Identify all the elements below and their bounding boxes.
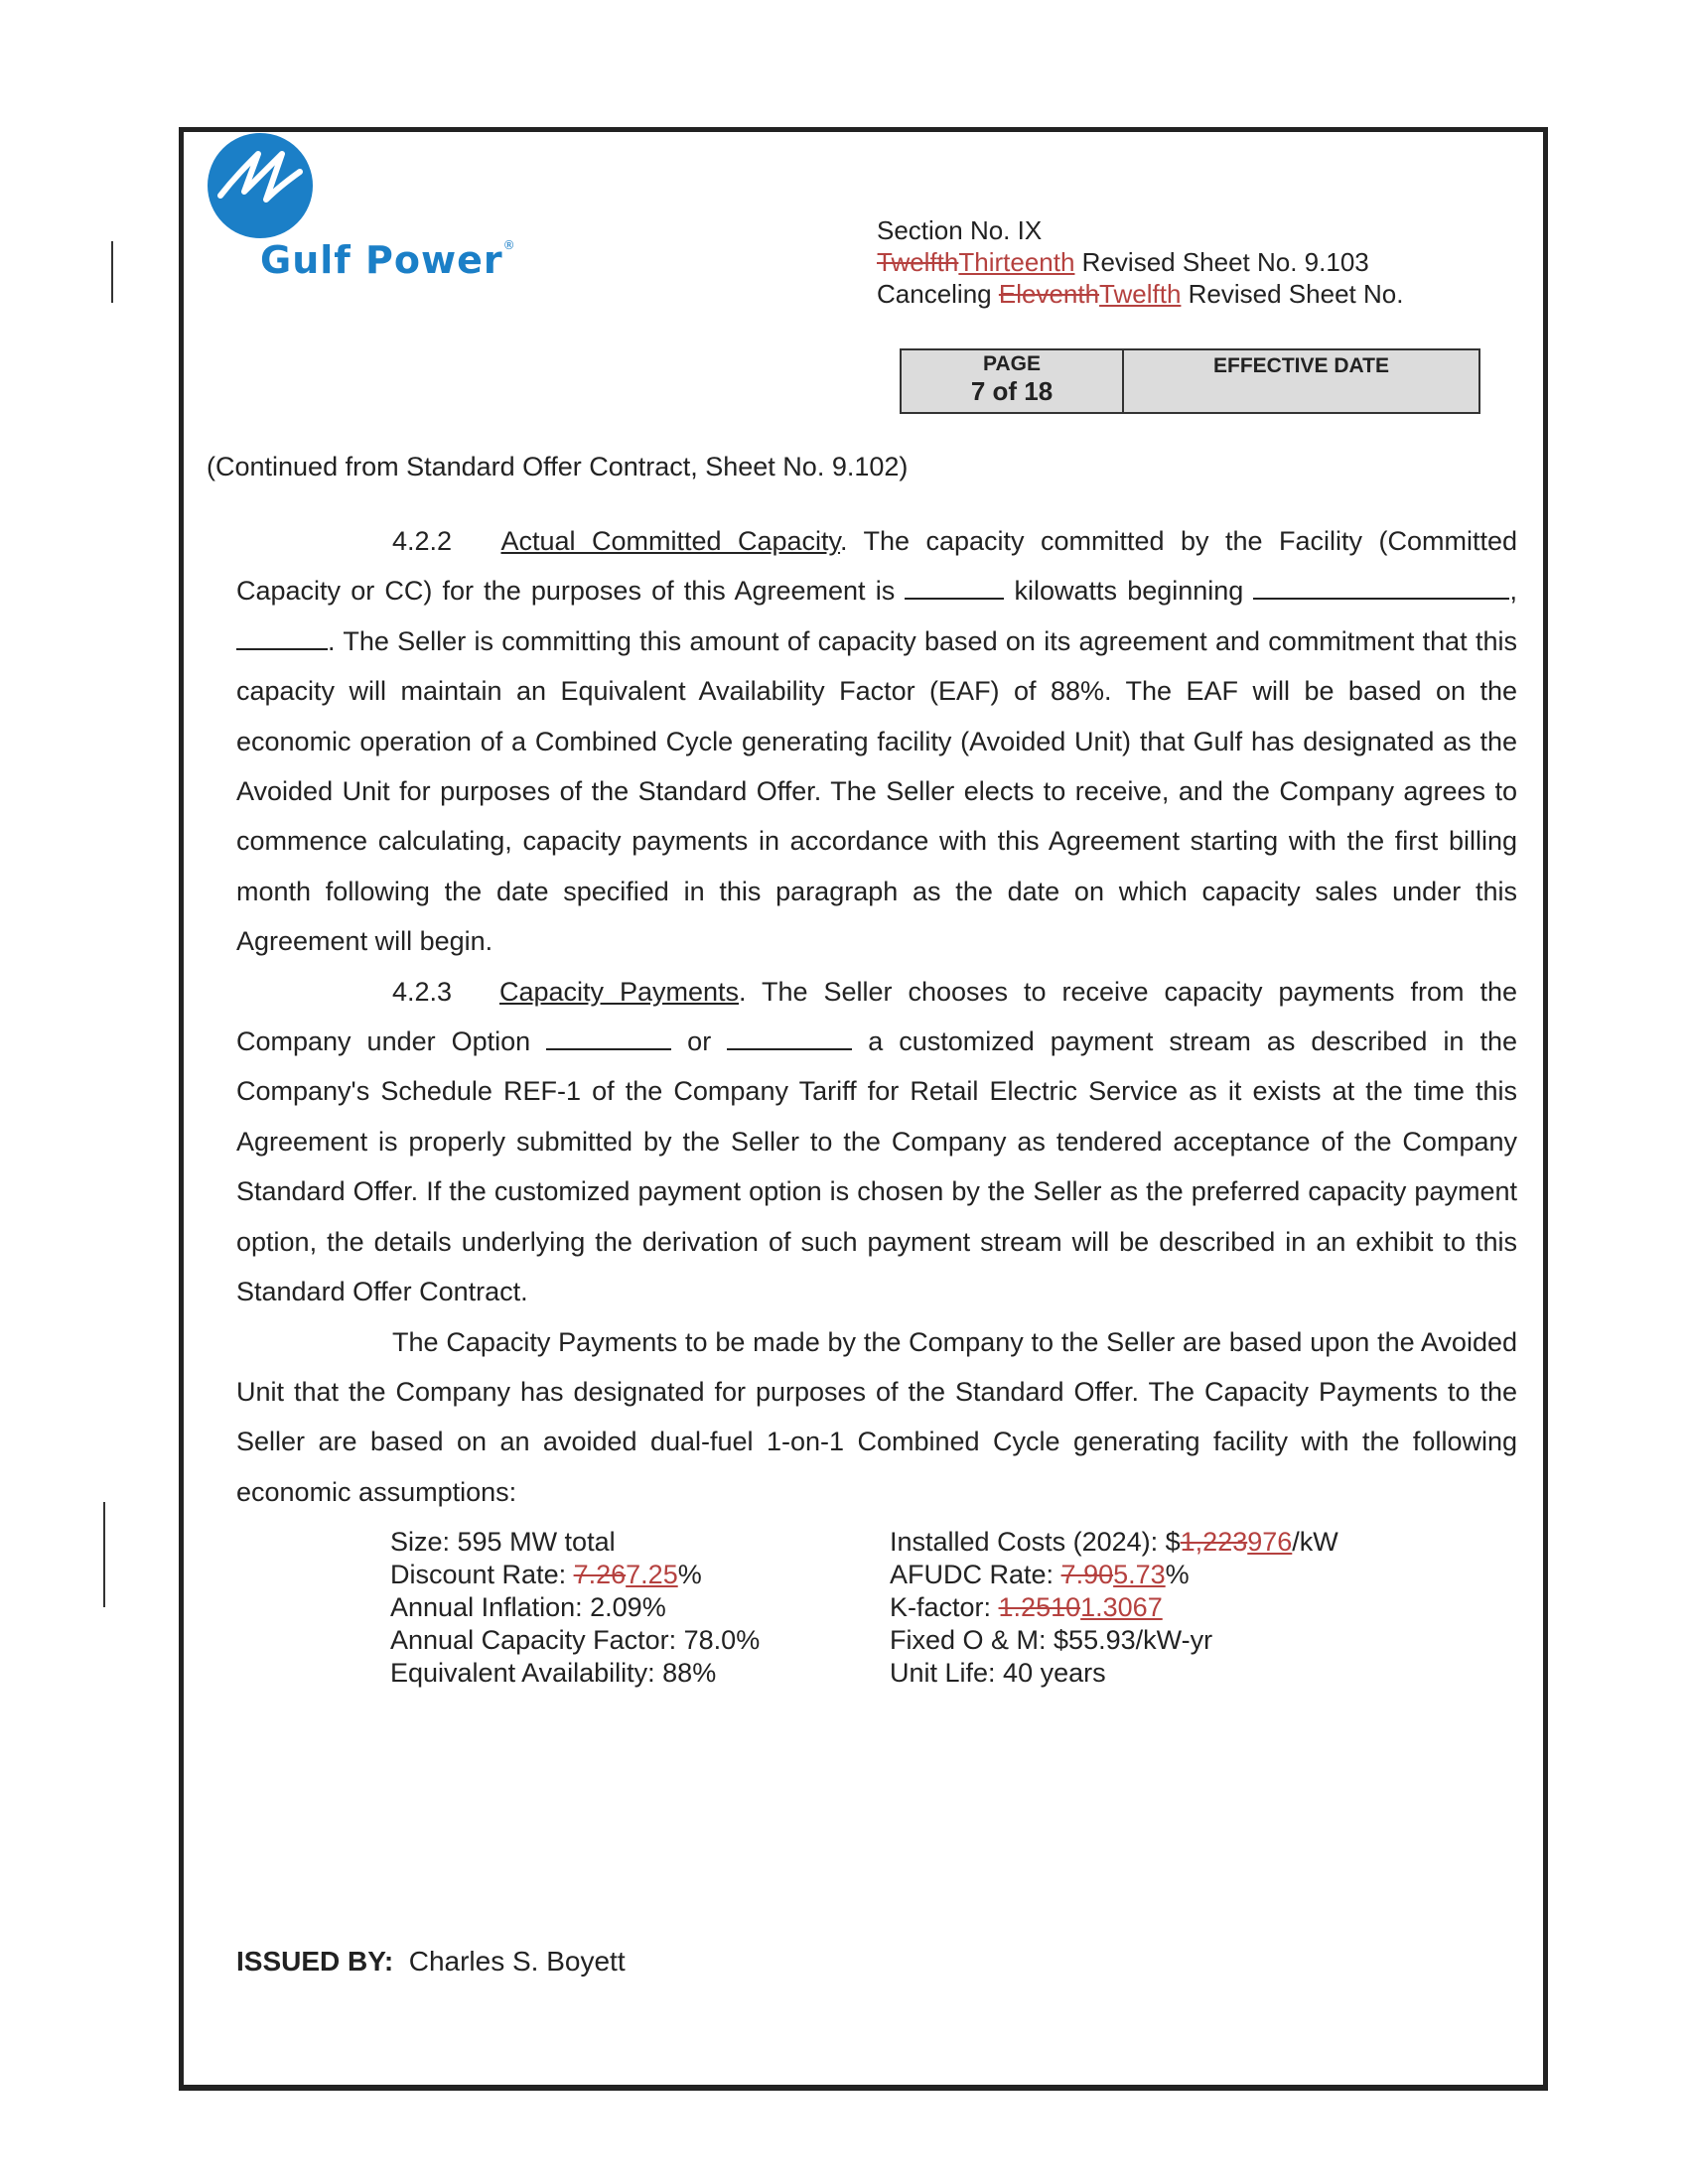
sheet-header (877, 214, 1403, 310)
assumption-unit-life: Unit Life: 40 years (890, 1658, 1106, 1688)
inserted-text: 5.73 (1113, 1560, 1166, 1589)
assumption-capacity-factor: Annual Capacity Factor: 78.0% (390, 1625, 761, 1655)
company-name: Gulf Power® (260, 238, 516, 282)
canceling-sheet-line: Canceling EleventhTwelfth Revised Sheet No. (877, 279, 1404, 309)
change-bar-top (111, 241, 113, 303)
assumption-inflation: Annual Inflation: 2.09% (390, 1592, 666, 1622)
assumption-availability: Equivalent Availability: 88% (390, 1658, 717, 1688)
page-value: 7 of 18 (970, 376, 1054, 406)
deleted-text: Twelfth (877, 247, 959, 277)
deleted-text: 7.90 (1060, 1560, 1114, 1589)
effective-date-cell (1124, 350, 1478, 412)
assumption-fixed-om: Fixed O & M: $55.93/kW-yr (890, 1625, 1213, 1655)
deleted-text: 1.2510 (998, 1592, 1081, 1622)
effective-date-label: EFFECTIVE DATE (1213, 354, 1389, 377)
issuer-name: Charles S. Boyett (408, 1946, 626, 1977)
inserted-text: Thirteenth (958, 247, 1075, 277)
issued-by (236, 1946, 626, 1978)
year-blank (236, 626, 328, 650)
option-blank (546, 1026, 671, 1050)
continued-note: (Continued from Standard Offer Contract, Sheet No. 9.102) (207, 452, 909, 481)
paragraph-4-2-2: 4.2.2 Actual Committed Capacity. The capacity committed by the Facility (Committed Capacity or CC) for the purposes of this Agreement is kilowatts beginning , . The Seller is committing this amount of capacity based on its agreement and commitment that this capacity will maintain an Equivalent Availability Factor (EAF) of 88%. The EAF will be based on the economic operation of a Combined Cycle generating facility (Avoided Unit) that Gulf has designated as the Avoided Unit for purposes of the Standard Offer. The Seller elects to receive, and the Company agrees to commence calculating, capacity payments in accordance with this Agreement starting with the first billing month following the date specified in this paragraph as the date on which capacity sales under this Agreement will begin. (236, 526, 1517, 957)
date-blank (1253, 576, 1509, 600)
contract-body (236, 516, 1517, 1517)
option-blank (727, 1026, 852, 1050)
issued-by-label: ISSUED BY: (236, 1946, 394, 1977)
revised-sheet-line: TwelfthThirteenth Revised Sheet No. 9.103 (877, 247, 1369, 277)
page-info-box (900, 348, 1480, 414)
deleted-text: 1,223 (1180, 1527, 1248, 1557)
assumption-discount-rate: Discount Rate: 7.267.25% (390, 1560, 702, 1589)
section-heading: Actual Committed Capacity (500, 526, 841, 556)
inserted-text: 976 (1247, 1527, 1293, 1557)
assumptions-left (390, 1526, 760, 1690)
assumption-size: Size: 595 MW total (390, 1527, 616, 1557)
paragraph-capacity-payments: The Capacity Payments to be made by the Company to the Seller are based upon the Avoided Unit that the Company has designated for purposes of the Standard Offer. The Capacity Payments to the Seller are based on an avoided dual-fuel 1-on-1 Combined Cycle generating facility with the following economic assumptions: (236, 1326, 1517, 1507)
inserted-text: Twelfth (1099, 279, 1182, 309)
page-label: PAGE (983, 352, 1041, 375)
deleted-text: 7.26 (573, 1560, 627, 1589)
inserted-text: 1.3067 (1080, 1592, 1163, 1622)
page-cell (902, 350, 1124, 412)
assumption-afudc-rate: AFUDC Rate: 7.905.73% (890, 1560, 1190, 1589)
assumptions-right (890, 1526, 1338, 1690)
change-bar-middle (103, 1502, 105, 1607)
capacity-blank (905, 576, 1004, 600)
assumption-k-factor: K-factor: 1.25101.3067 (890, 1592, 1163, 1622)
section-number: Section No. IX (877, 215, 1043, 245)
gulf-power-logo-icon (207, 132, 314, 239)
assumption-installed-costs: Installed Costs (2024): $1,223976/kW (890, 1527, 1338, 1557)
paragraph-4-2-3: 4.2.3 Capacity Payments. The Seller chooses to receive capacity payments from the Company under Option or a customized payment stream as described in the Company's Schedule REF-1 of the Company Tariff for Retail Electric Service as it exists at the time this Agreement is properly submitted by the Seller to the Company as tendered acceptance of the Company Standard Offer. If the customized payment option is chosen by the Seller as the preferred capacity payment option, the details underlying the derivation of such payment stream will be described in an exhibit to this Standard Offer Contract. (236, 976, 1517, 1307)
deleted-text: Eleventh (998, 279, 1100, 309)
inserted-text: 7.25 (626, 1560, 678, 1589)
section-heading: Capacity Payments (498, 976, 740, 1007)
